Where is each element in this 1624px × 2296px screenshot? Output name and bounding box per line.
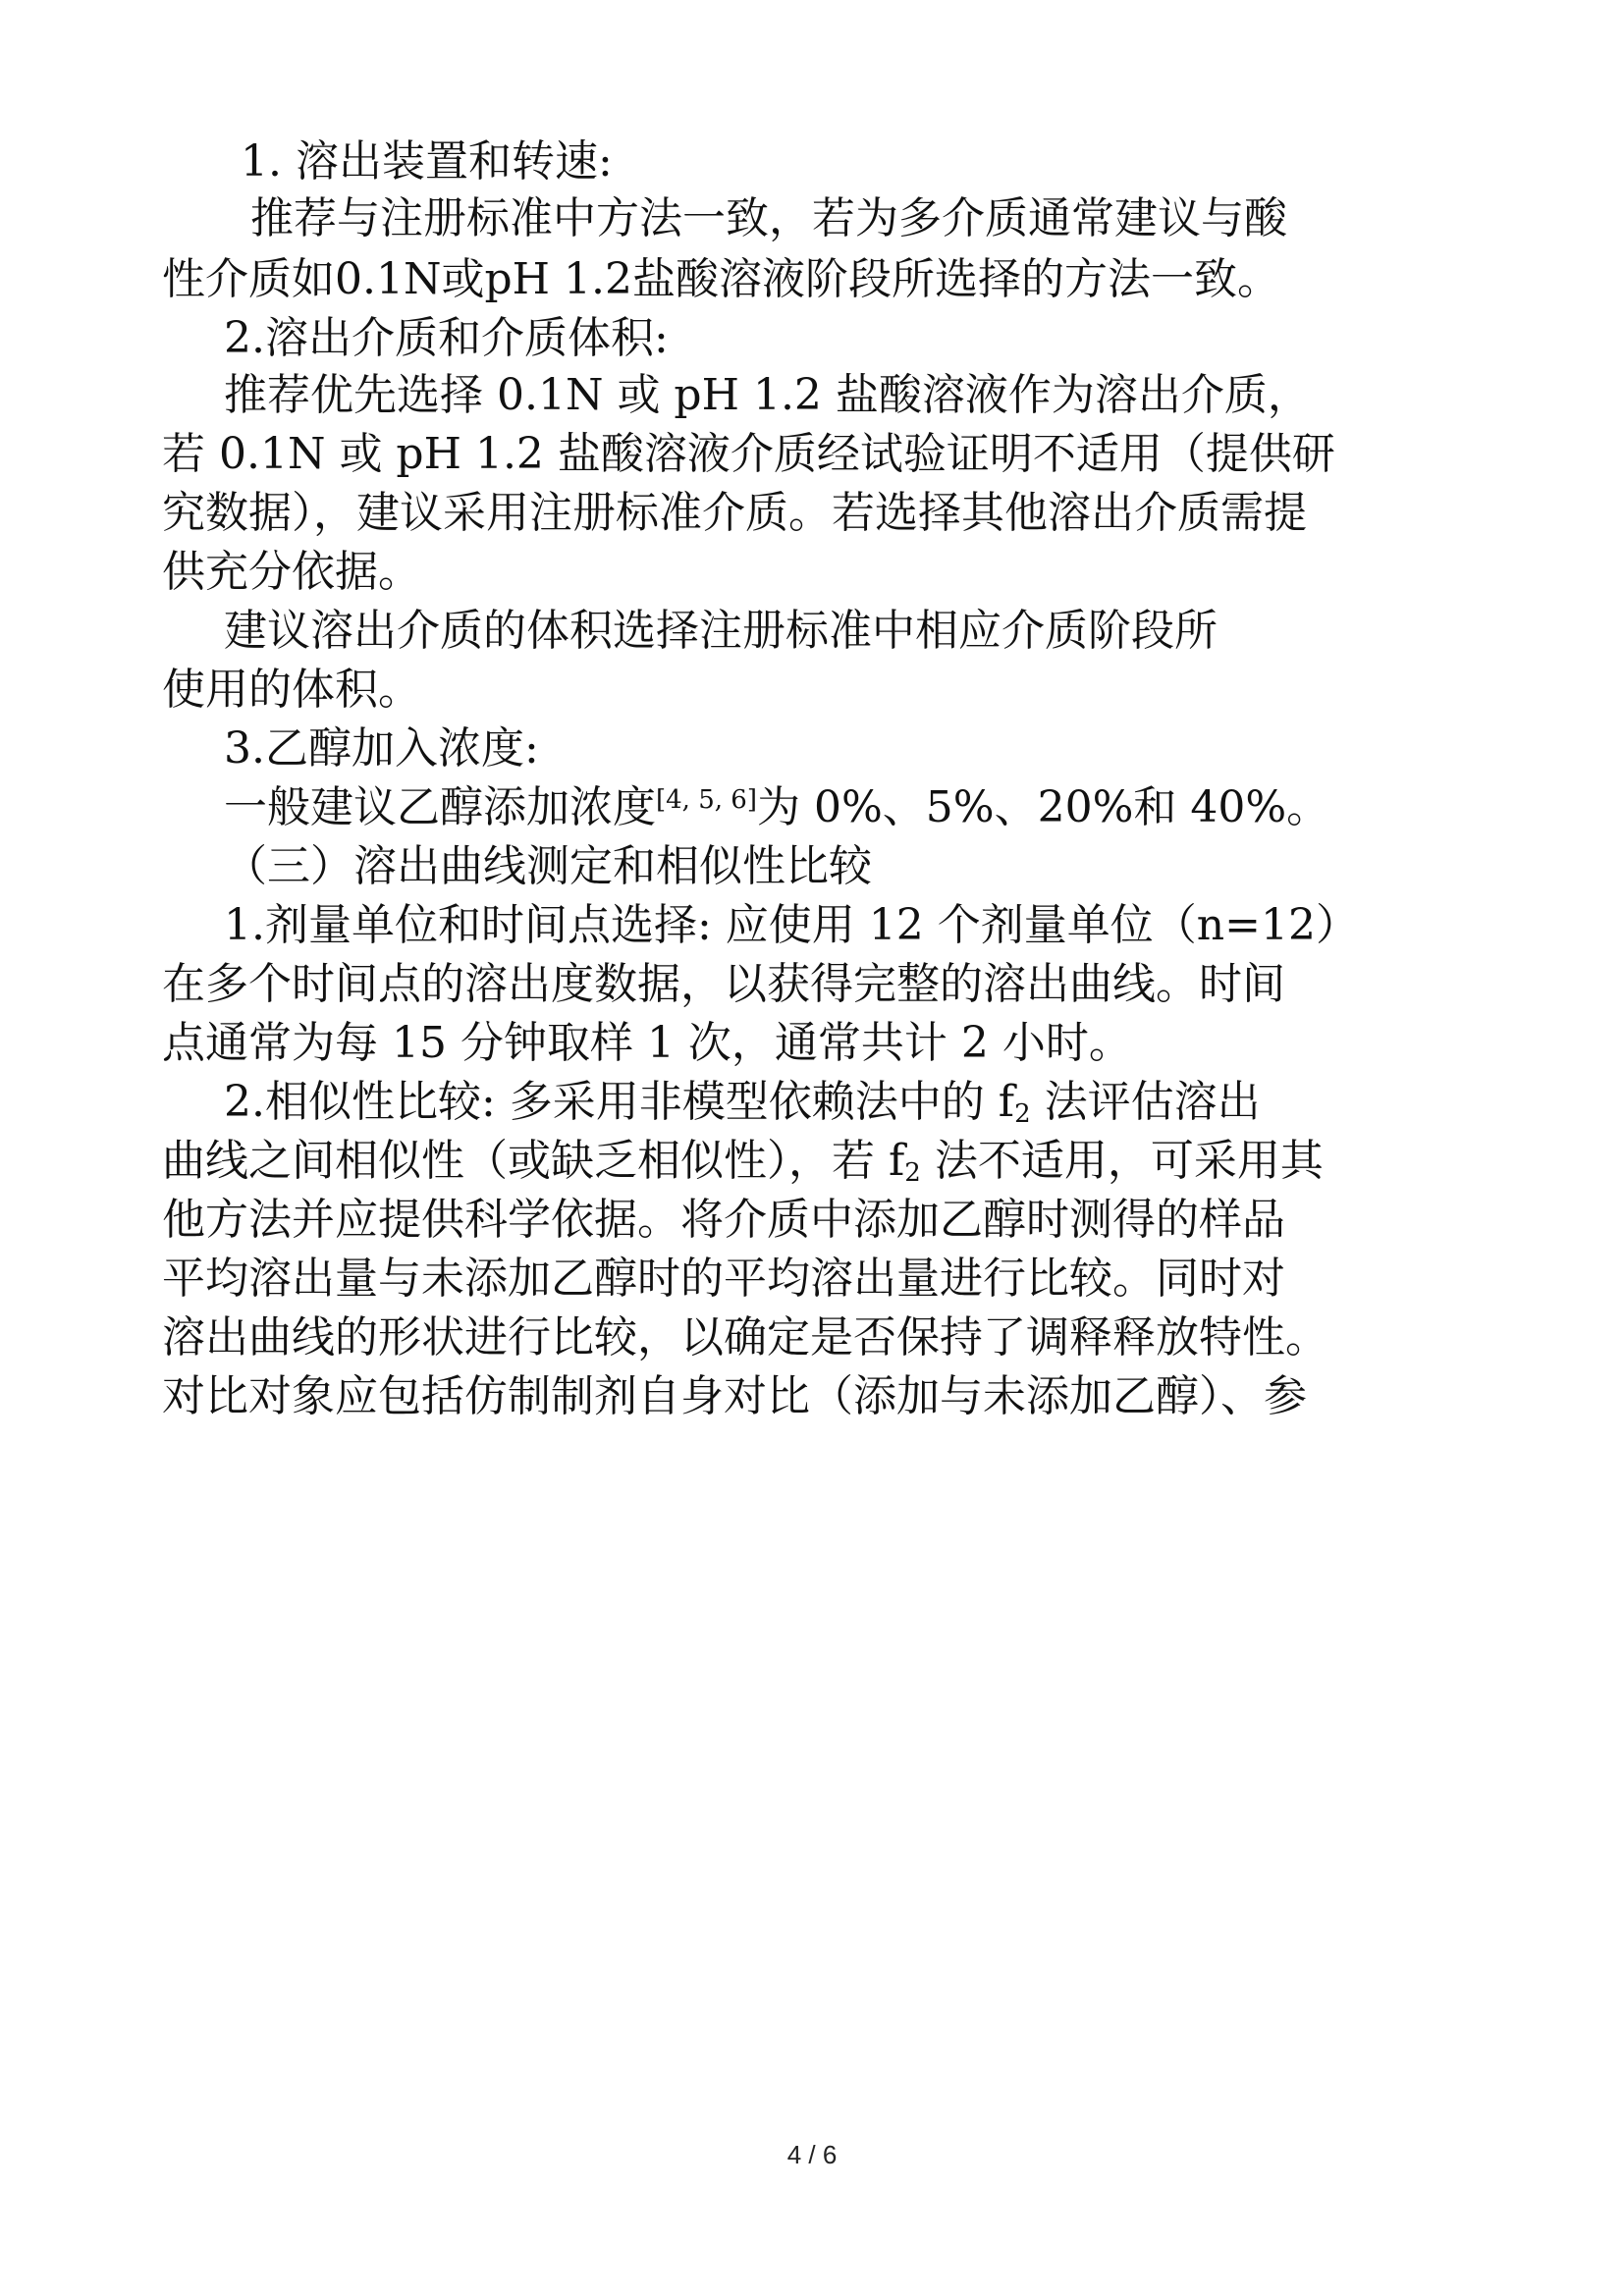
paragraph-line: 推荐优先选择 0.1N 或 pH 1.2 盐酸溶液作为溶出介质， <box>224 370 1311 420</box>
paragraph-line: 供充分依据。 <box>162 547 421 597</box>
item-heading-3: 3.乙醇加入浓度: <box>224 723 539 774</box>
paragraph-line: 推荐与注册标准中方法一致，若为多介质通常建议与酸 <box>250 193 1287 243</box>
paragraph-line: 曲线之间相似性（或缺乏相似性），若 $f_2$ 法不适用，可采用其 <box>162 1136 1324 1188</box>
paragraph-line: 究数据），建议采用注册标准介质。若选择其他溶出介质需提 <box>162 488 1307 538</box>
item-heading-1: 1. 溶出装置和转速: <box>241 136 613 187</box>
paragraph-line: 他方法并应提供科学依据。将介质中添加乙醇时测得的样品 <box>162 1195 1285 1245</box>
subscript: 2 <box>1014 1099 1031 1129</box>
paragraph-line: 使用的体积。 <box>162 665 421 715</box>
section-heading: （三）溶出曲线测定和相似性比较 <box>224 841 872 891</box>
page-number: 4 / 6 <box>786 2140 838 2169</box>
paragraph-line: 在多个时间点的溶出度数据，以获得完整的溶出曲线。时间 <box>162 959 1285 1009</box>
paragraph-line: 对比对象应包括仿制制剂自身对比（添加与未添加乙醇）、参 <box>162 1371 1307 1421</box>
paragraph-line: 1.剂量单位和时间点选择: 应使用 12 个剂量单位（n=12） <box>224 900 1359 950</box>
subscript: 2 <box>904 1158 921 1188</box>
paragraph-line: 平均溶出量与未添加乙醇时的平均溶出量进行比较。同时对 <box>162 1254 1285 1304</box>
paragraph-line: 建议溶出介质的体积选择注册标准中相应介质阶段所 <box>224 606 1218 656</box>
paragraph-line: 一般建议乙醇添加浓度[4, 5, 6]为 0%、5%、20%和 40%。 <box>224 782 1330 832</box>
paragraph-line: 性介质如0.1N或pH 1.2盐酸溶液阶段所选择的方法一致。 <box>162 254 1280 304</box>
paragraph-line: 点通常为每 15 分钟取样 1 次，通常共计 2 小时。 <box>162 1018 1132 1068</box>
item-heading-2: 2.溶出介质和介质体积: <box>224 313 669 363</box>
citation-superscript: [4, 5, 6] <box>656 785 757 815</box>
paragraph-line: 若 0.1N 或 pH 1.2 盐酸溶液介质经试验证明不适用（提供研 <box>162 429 1335 479</box>
paragraph-line: 2.相似性比较: 多采用非模型依赖法中的 $f_2$ 法评估溶出 <box>224 1077 1261 1129</box>
paragraph-line: 溶出曲线的形状进行比较，以确定是否保持了调释释放特性。 <box>162 1312 1328 1362</box>
